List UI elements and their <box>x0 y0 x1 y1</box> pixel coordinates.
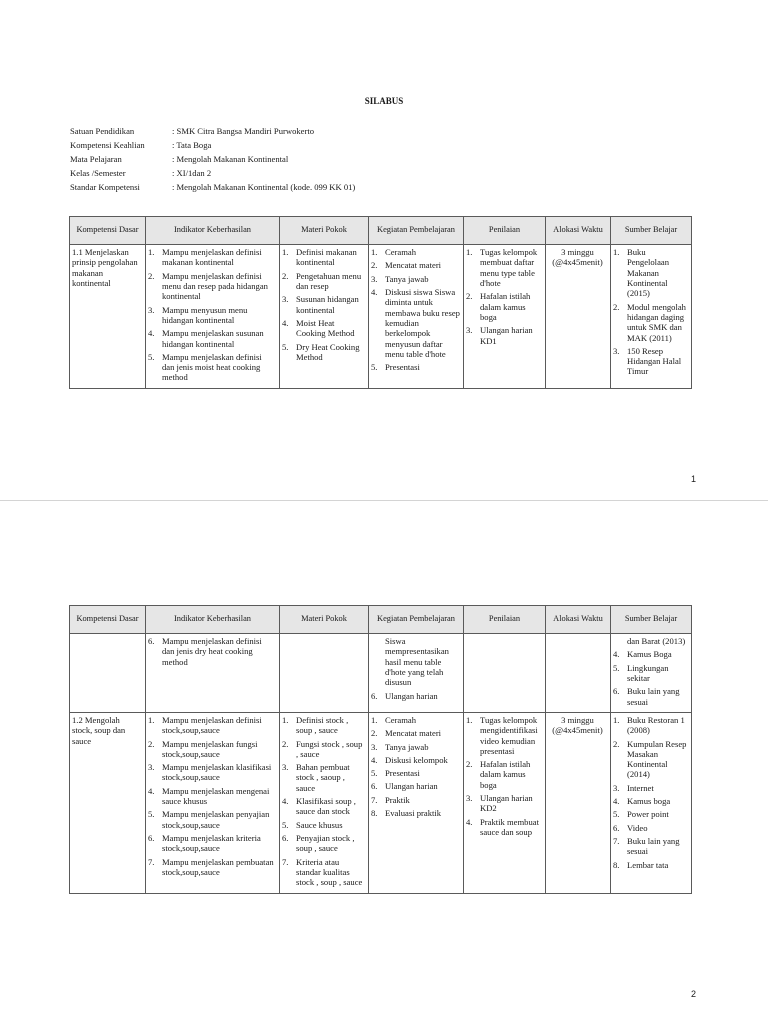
list-item-text: Definisi stock , soup , sauce <box>296 714 349 736</box>
list-item <box>371 795 460 805</box>
list-item-text: Pengetahuan menu dan resep <box>296 270 362 291</box>
list-item <box>371 274 460 284</box>
list-item-text: 150 Resep Hidangan Halal Timur <box>627 345 682 377</box>
list-item <box>466 291 542 322</box>
list-item-text: Buku Pengelolaan Makanan Kontinental (2015) <box>627 247 669 299</box>
kegiatan-list <box>371 715 460 819</box>
list-item <box>613 823 688 833</box>
list-item-text: Mampu menjelaskan mengenai sauce khusus <box>162 785 270 807</box>
list-item-number: 6. <box>613 686 620 697</box>
list-item-number: 5. <box>148 809 155 820</box>
list-item <box>282 715 365 736</box>
list-item <box>613 809 688 819</box>
list-item <box>282 739 365 760</box>
list-item-number: 3. <box>466 325 473 336</box>
list-item <box>613 346 688 377</box>
list-item-number: 4. <box>613 649 620 660</box>
meta-row <box>70 140 690 154</box>
list-item-number: 7. <box>148 856 155 867</box>
list-item <box>371 691 460 701</box>
meta-label: Kelas /Semester <box>70 168 126 178</box>
list-item-number: 7. <box>613 836 620 846</box>
list-item-number: 8. <box>613 859 620 870</box>
table-row <box>70 712 692 893</box>
list-item <box>148 352 276 383</box>
syllabus-table <box>69 216 692 389</box>
penilaian-list <box>466 715 542 837</box>
list-item-number: 3. <box>371 741 378 752</box>
list-item-text: Ulangan harian <box>385 781 438 792</box>
cell-penilaian <box>464 712 546 893</box>
list-item-number: 6. <box>371 690 378 701</box>
alokasi-text: 3 minggu (@4x45menit) <box>552 714 603 736</box>
list-item-number: 8. <box>371 808 378 819</box>
list-item-text: Susunan hidangan kontinental <box>296 294 359 315</box>
list-item-text: Kamus Boga <box>627 649 672 660</box>
header-sumber-belajar: Sumber Belajar <box>611 217 692 245</box>
list-item-number: 1. <box>466 247 473 257</box>
syllabus-table <box>69 605 692 894</box>
cell-alokasi <box>546 634 611 713</box>
list-item-number: 3. <box>148 762 155 773</box>
table-header-row <box>70 606 692 634</box>
list-item-number: 1. <box>282 714 289 725</box>
list-item-number: 2. <box>466 291 473 302</box>
list-item <box>613 686 688 707</box>
list-item-number: 2. <box>148 270 155 281</box>
list-item-text: Dry Heat Cooking Method <box>296 341 360 362</box>
list-item-text: Ulangan harian KD2 <box>480 793 533 814</box>
indikator-list <box>148 247 276 383</box>
list-item-text: Ceramah <box>385 714 417 725</box>
cell-sumber <box>611 245 692 389</box>
list-item-number: 2. <box>613 738 620 749</box>
list-item-number: 6. <box>148 833 155 843</box>
list-item-number: 1. <box>466 714 473 725</box>
list-item-text: Internet <box>627 782 654 793</box>
list-item-text: Mampu menjelaskan pembuatan stock,soup,sauce <box>162 856 274 877</box>
list-item-text: Diskusi kelompok <box>385 754 448 765</box>
header-materi-pokok: Materi Pokok <box>280 217 369 245</box>
list-item-number: 1. <box>371 247 378 257</box>
list-item-number: 7. <box>371 794 378 805</box>
list-item-text: Mampu menjelaskan kriteria stock,soup,sauce <box>162 833 261 854</box>
list-item-text: Mampu menjelaskan susunan hidangan kontinental <box>162 328 264 349</box>
cell-kegiatan <box>369 712 464 893</box>
list-item <box>371 715 460 725</box>
cell-kegiatan <box>369 634 464 713</box>
document-page-2 <box>0 500 768 1024</box>
list-item <box>148 715 276 736</box>
list-item-number: 6. <box>148 636 155 646</box>
list-item <box>282 857 365 888</box>
indikator-list <box>148 715 276 877</box>
list-item-number: 4. <box>282 796 289 807</box>
list-item <box>466 715 542 756</box>
list-item <box>466 759 542 790</box>
cell-alokasi <box>546 712 611 893</box>
list-item-number: 2. <box>371 260 378 271</box>
header-alokasi-waktu: Alokasi Waktu <box>546 606 611 634</box>
list-item <box>148 809 276 830</box>
list-item <box>371 742 460 752</box>
list-item-text: Ulangan harian <box>385 690 438 701</box>
list-item <box>282 318 365 339</box>
list-item-text: Praktik membuat sauce dan soup <box>480 816 539 837</box>
document-page-1 <box>0 0 768 500</box>
list-item <box>148 271 276 302</box>
list-item-number: 1. <box>613 714 620 725</box>
list-item-number: 4. <box>282 317 289 328</box>
list-item <box>282 796 365 817</box>
list-item-text: Fungsi stock , soup , sauce <box>296 738 363 759</box>
meta-value: : XI/1dan 2 <box>172 168 212 178</box>
list-item <box>466 793 542 814</box>
sumber-list <box>613 715 688 870</box>
list-item-text: Evaluasi praktik <box>385 808 442 819</box>
list-item <box>371 768 460 778</box>
list-item <box>282 820 365 830</box>
list-item-text: Mencatat materi <box>385 728 442 739</box>
list-item-text: Video <box>627 822 648 833</box>
list-item-number: 7. <box>282 856 289 867</box>
list-item-number: 4. <box>466 816 473 827</box>
list-item-number: 1. <box>371 714 378 725</box>
sumber-continued-text: dan Barat (2013) <box>627 636 686 646</box>
cell-materi <box>280 245 369 389</box>
list-item <box>282 271 365 292</box>
list-item <box>466 817 542 838</box>
list-item-text: Kamus boga <box>627 796 671 807</box>
header-indikator: Indikator Keberhasilan <box>146 606 280 634</box>
list-item-text: Mampu menjelaskan definisi makanan kontinental <box>162 247 262 268</box>
list-item-text: Mampu menyusun menu hidangan kontinental <box>162 304 248 325</box>
list-item-number: 1. <box>282 247 289 257</box>
list-item <box>613 836 688 857</box>
meta-label: Standar Kompetensi <box>70 182 140 192</box>
header-alokasi-waktu: Alokasi Waktu <box>546 217 611 245</box>
list-item <box>282 294 365 315</box>
list-item-number: 3. <box>466 793 473 804</box>
list-item <box>148 739 276 760</box>
list-item-text: Diskusi siswa Siswa diminta untuk membawa buku resep kemudian berkelompok menyusun daftar menu table d'hote <box>385 286 460 359</box>
cell-penilaian <box>464 245 546 389</box>
header-kompetensi-dasar: Kompetensi Dasar <box>70 606 146 634</box>
meta-row <box>70 168 690 182</box>
list-item-number: 6. <box>371 781 378 792</box>
page-number: 2 <box>690 989 696 999</box>
sumber-list <box>613 247 688 377</box>
list-item-text: Mampu menjelaskan definisi menu dan resep pada hidangan kontinental <box>162 270 268 302</box>
cell-materi <box>280 634 369 713</box>
list-item-text: Presentasi <box>385 362 420 373</box>
page-number: 1 <box>690 474 696 484</box>
cell-kegiatan <box>369 245 464 389</box>
list-item <box>148 786 276 807</box>
list-item <box>148 247 276 268</box>
header-kegiatan: Kegiatan Pembelajaran <box>369 606 464 634</box>
list-item <box>282 247 365 268</box>
list-item <box>613 649 688 659</box>
list-item <box>613 783 688 793</box>
list-item-text: Buku lain yang sesuai <box>627 686 680 707</box>
list-item-number: 2. <box>613 301 620 312</box>
materi-list <box>282 715 365 888</box>
header-penilaian: Penilaian <box>464 217 546 245</box>
list-item <box>371 247 460 257</box>
list-item <box>613 739 688 780</box>
list-item-text: Buku lain yang sesuai <box>627 836 680 857</box>
list-item-number: 1. <box>148 247 155 257</box>
list-item <box>148 857 276 878</box>
list-item-text: Kumpulan Resep Masakan Kontinental (2014) <box>627 738 687 780</box>
meta-value: : SMK Citra Bangsa Mandiri Purwokerto <box>172 126 315 136</box>
list-item <box>282 762 365 793</box>
list-item-text: Ulangan harian KD1 <box>480 325 533 346</box>
table-row <box>70 245 692 389</box>
list-item-number: 2. <box>148 738 155 749</box>
cell-kompetensi-dasar <box>70 712 146 893</box>
meta-value: : Mengolah Makanan Kontinental <box>172 154 289 164</box>
list-item-text: Buku Restoran 1 (2008) <box>627 714 685 736</box>
list-item-text: Mampu menjelaskan definisi stock,soup,sauce <box>162 714 262 736</box>
list-item-number: 1. <box>148 714 155 725</box>
list-item-text: Tugas kelompok membuat daftar menu type table d'hote <box>480 247 538 288</box>
list-item-text: Bahan pembuat stock , saoup , sauce <box>296 762 350 793</box>
cell-sumber <box>611 712 692 893</box>
list-item-text: Mampu menjelaskan penyajian stock,soup,sauce <box>162 809 270 830</box>
alokasi-text: 3 minggu (@4x45menit) <box>552 247 603 268</box>
header-indikator: Indikator Keberhasilan <box>146 217 280 245</box>
header-penilaian: Penilaian <box>464 606 546 634</box>
list-item-number: 4. <box>371 286 378 297</box>
list-item-number: 3. <box>282 294 289 305</box>
list-item-text: Presentasi <box>385 768 420 779</box>
meta-row <box>70 182 690 196</box>
list-item-text: Tugas kelompok mengidentifikasi video kemudian presentasi <box>480 714 538 756</box>
list-item-number: 6. <box>613 822 620 833</box>
list-item-number: 4. <box>148 785 155 796</box>
list-item <box>282 342 365 363</box>
list-item-text: Mampu menjelaskan klasifikasi stock,soup,sauce <box>162 762 272 783</box>
list-item-text: Sauce khusus <box>296 819 343 830</box>
list-item-text: Mampu menjelaskan fungsi stock,soup,sauce <box>162 738 258 759</box>
list-item-text: Definisi makanan kontinental <box>296 247 357 268</box>
list-item-text: Mencatat materi <box>385 260 442 271</box>
list-item-number: 3. <box>613 345 620 356</box>
list-item <box>371 781 460 791</box>
cell-kompetensi-dasar <box>70 634 146 713</box>
cell-indikator <box>146 712 280 893</box>
cell-materi <box>280 712 369 893</box>
header-kegiatan: Kegiatan Pembelajaran <box>369 217 464 245</box>
meta-value: : Tata Boga <box>172 140 212 150</box>
list-item-number: 4. <box>148 328 155 339</box>
meta-value: : Mengolah Makanan Kontinental (kode. 099 KK 01) <box>172 182 356 192</box>
kd-text: 1.2 Mengolah stock, soup dan sauce <box>72 714 126 746</box>
list-item-number: 5. <box>148 351 155 362</box>
list-item <box>613 796 688 806</box>
cell-alokasi <box>546 245 611 389</box>
list-item-number: 5. <box>613 809 620 820</box>
list-item <box>613 715 688 736</box>
list-item-text: Power point <box>627 809 669 820</box>
header-kompetensi-dasar: Kompetensi Dasar <box>70 217 146 245</box>
cell-kompetensi-dasar <box>70 245 146 389</box>
list-item <box>613 247 688 299</box>
kegiatan-list <box>371 247 460 372</box>
table-header-row <box>70 217 692 245</box>
list-item-text: Penyajian stock , soup , sauce <box>296 833 355 854</box>
list-item-text: Lembar tata <box>627 859 669 870</box>
list-item-number: 4. <box>371 754 378 765</box>
list-item <box>148 636 276 667</box>
meta-label: Mata Pelajaran <box>70 154 122 164</box>
header-sumber-belajar: Sumber Belajar <box>611 606 692 634</box>
list-item-number: 5. <box>371 362 378 373</box>
cell-sumber <box>611 634 692 713</box>
meta-label: Kompetensi Keahlian <box>70 140 145 150</box>
list-item-number: 5. <box>282 341 289 352</box>
kegiatan-list <box>371 691 460 701</box>
list-item-text: Tanya jawab <box>385 741 429 752</box>
list-item-text: Lingkungan sekitar <box>627 662 669 683</box>
meta-row <box>70 154 690 168</box>
list-item-number: 6. <box>282 833 289 843</box>
list-item-text: Moist Heat Cooking Method <box>296 317 355 339</box>
list-item-number: 5. <box>282 819 289 830</box>
list-item-text: Mampu menjelaskan definisi dan jenis dry heat cooking method <box>162 636 262 667</box>
list-item-number: 2. <box>371 728 378 739</box>
list-item-number: 3. <box>148 304 155 315</box>
list-item-number: 5. <box>613 662 620 673</box>
list-item <box>613 860 688 870</box>
list-item-number: 3. <box>613 782 620 793</box>
list-item <box>371 808 460 818</box>
list-item <box>466 247 542 288</box>
list-item-text: Modul mengolah hidangan daging untuk SMK dan MAK (2011) <box>627 301 686 343</box>
list-item-text: Ceramah <box>385 247 417 257</box>
meta-label: Satuan Pendidikan <box>70 126 135 136</box>
kegiatan-continued-text: Siswa mempresentasikan hasil menu table d'hote yang telah disusun <box>385 636 449 688</box>
list-item <box>371 287 460 359</box>
list-item-number: 3. <box>371 273 378 284</box>
list-item <box>282 833 365 854</box>
list-item <box>371 728 460 738</box>
document-title: SILABUS <box>364 96 404 106</box>
list-item-text: Mampu menjelaskan definisi dan jenis moist heat cooking method <box>162 351 262 383</box>
cell-indikator <box>146 634 280 713</box>
list-item-text: Klasifikasi soup , sauce dan stock <box>296 796 356 817</box>
list-item-number: 5. <box>371 768 378 779</box>
list-item-text: Hafalan istilah dalam kamus boga <box>480 291 531 322</box>
list-item <box>466 325 542 346</box>
list-item <box>613 302 688 343</box>
materi-list <box>282 247 365 362</box>
list-item <box>371 755 460 765</box>
list-item-text: Tanya jawab <box>385 273 429 284</box>
list-item-number: 3. <box>282 762 289 773</box>
list-item <box>148 328 276 349</box>
list-item <box>148 305 276 326</box>
list-item-text: Praktik <box>385 794 410 805</box>
list-item <box>613 663 688 684</box>
list-item-number: 2. <box>282 270 289 281</box>
list-item-number: 2. <box>282 738 289 749</box>
list-item-number: 4. <box>613 796 620 807</box>
table-row-continued <box>70 634 692 713</box>
indikator-list <box>148 636 276 667</box>
cell-penilaian <box>464 634 546 713</box>
list-item-text: Kriteria atau standar kualitas stock , soup , sauce <box>296 856 363 888</box>
list-item-number: 1. <box>613 247 620 257</box>
meta-row <box>70 126 690 140</box>
list-item <box>371 260 460 270</box>
sumber-list <box>613 649 688 707</box>
list-item-number: 2. <box>466 759 473 770</box>
list-item <box>148 762 276 783</box>
list-item-text: Hafalan istilah dalam kamus boga <box>480 759 531 790</box>
cell-indikator <box>146 245 280 389</box>
list-item <box>371 362 460 372</box>
header-materi-pokok: Materi Pokok <box>280 606 369 634</box>
kd-text: 1.1 Menjelaskan prinsip pengolahan makanan kontinental <box>72 247 138 288</box>
list-item <box>148 833 276 854</box>
penilaian-list <box>466 247 542 346</box>
syllabus-meta <box>70 126 690 196</box>
